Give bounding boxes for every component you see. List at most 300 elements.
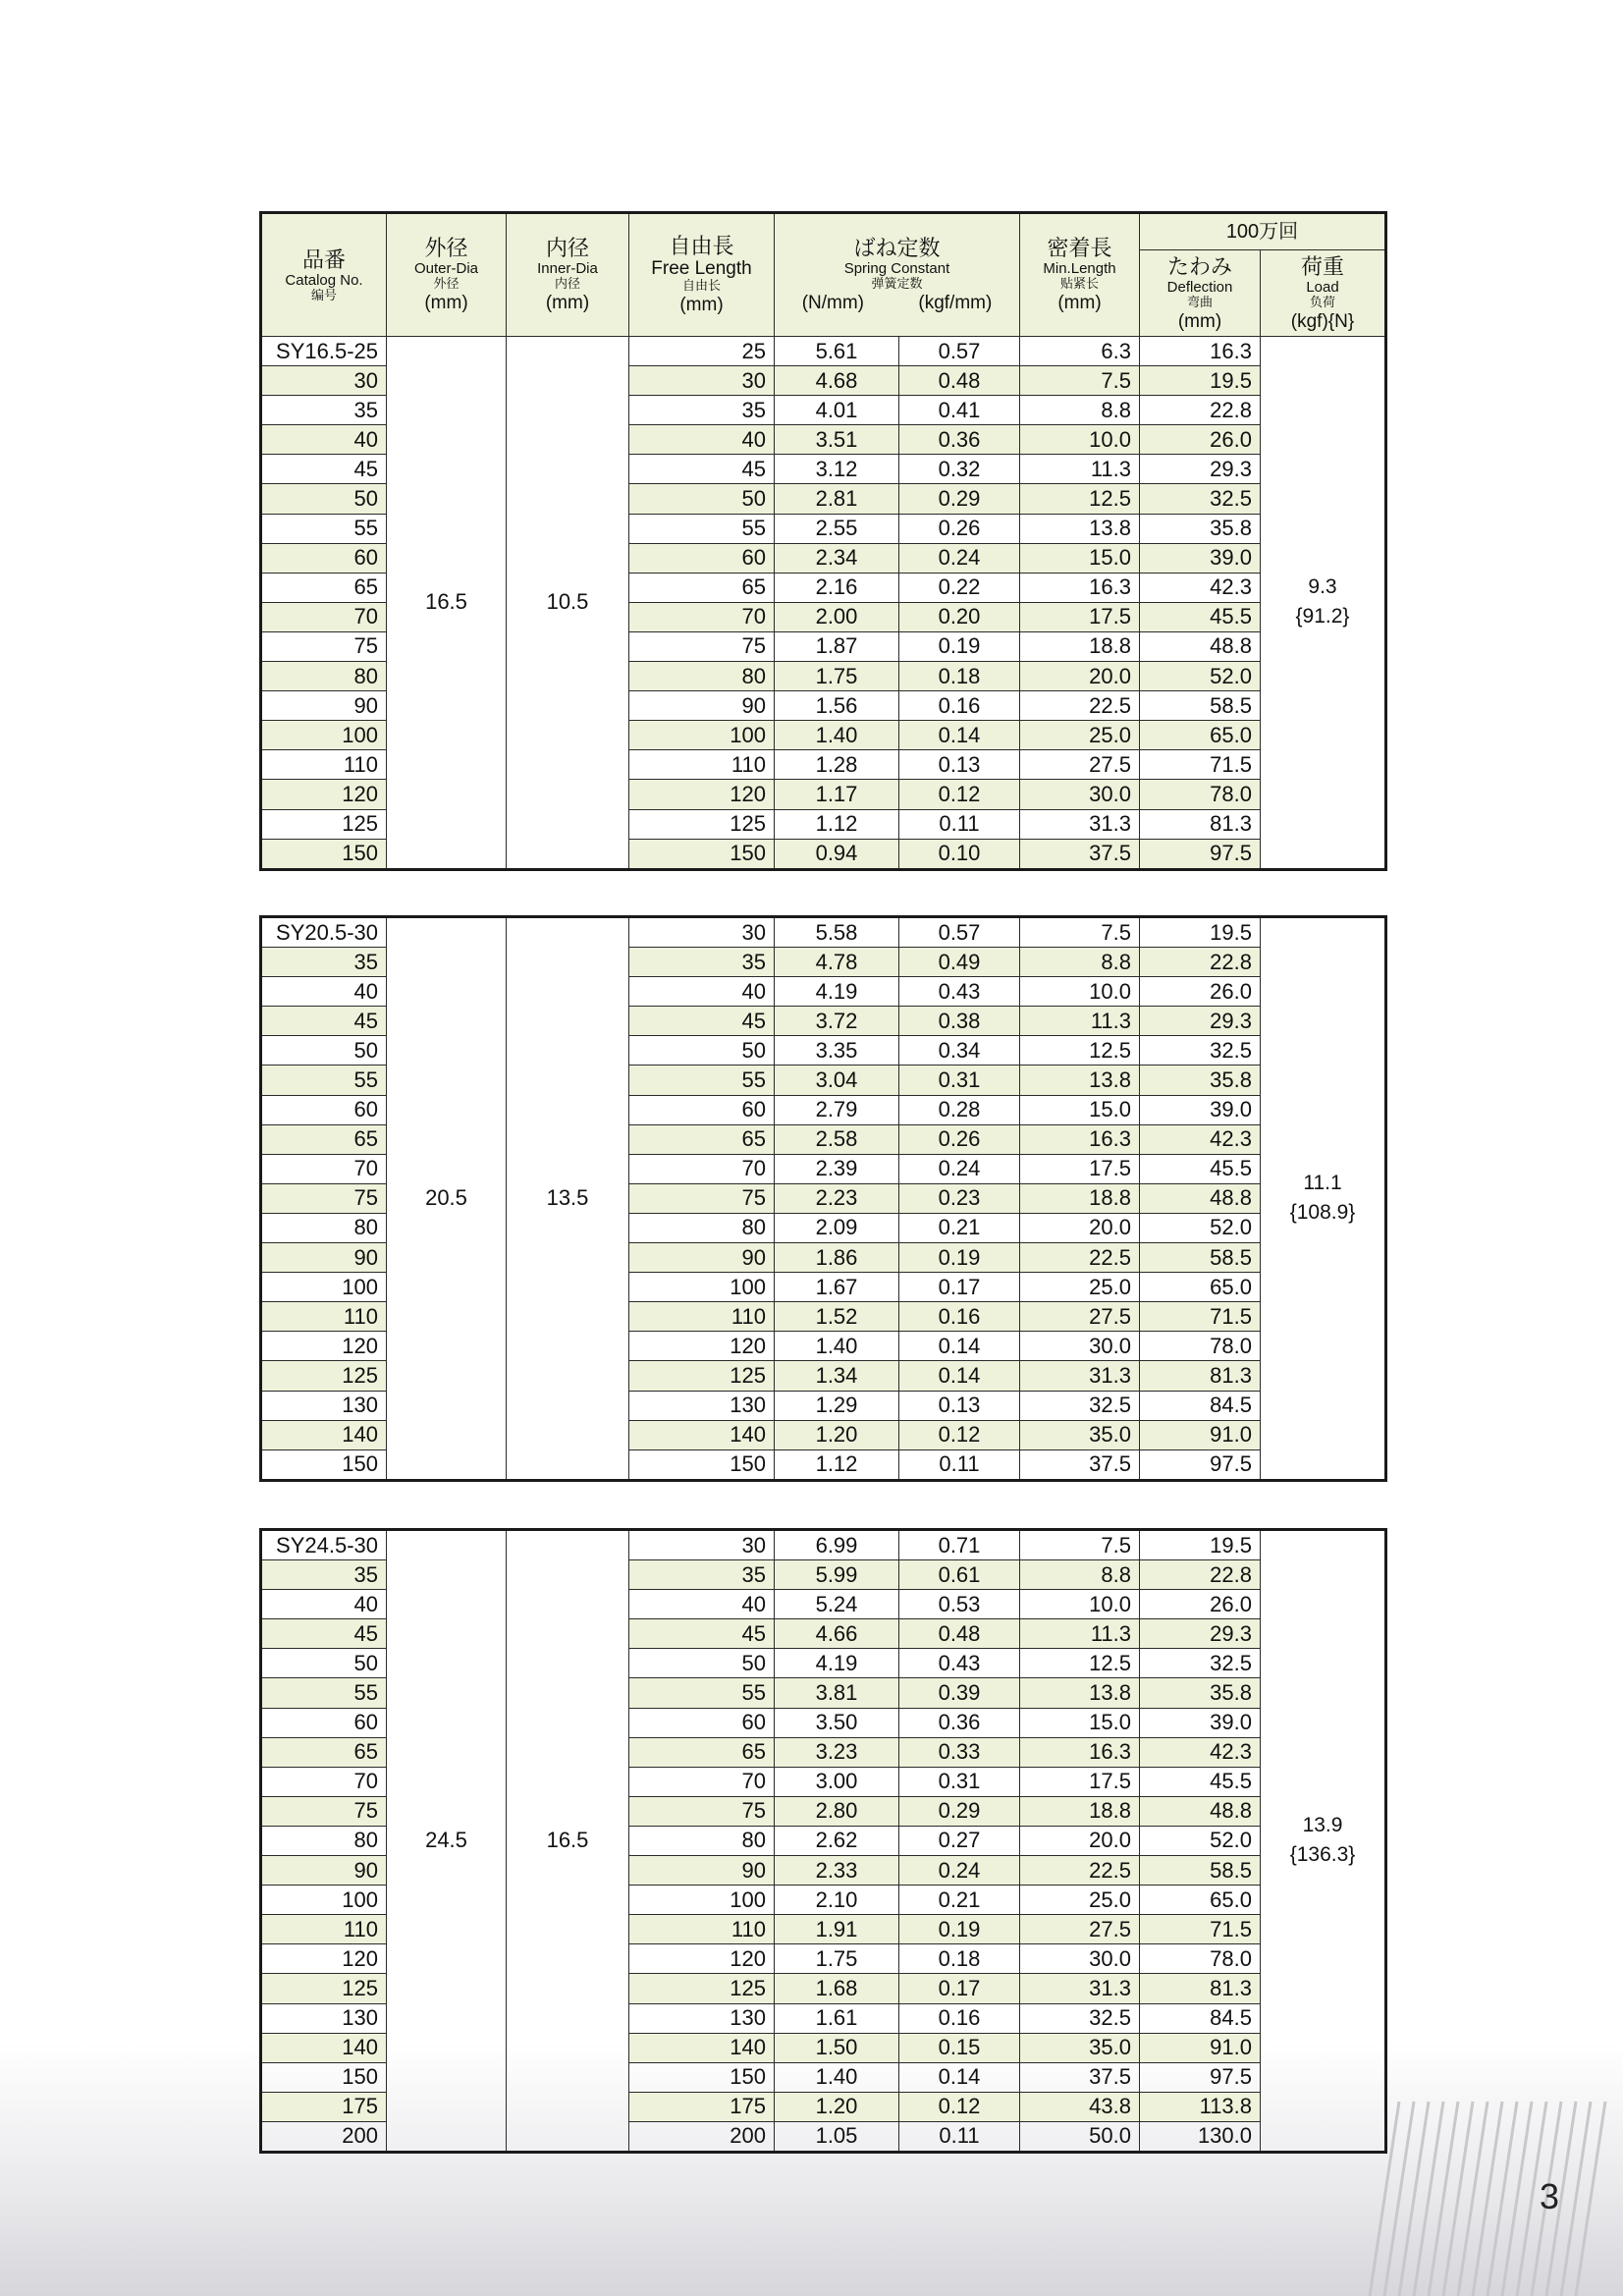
free-length-cell: 55 bbox=[629, 514, 775, 543]
header-free-length: 自由長 Free Length 自由长 (mm) bbox=[629, 213, 775, 337]
min-length-cell: 8.8 bbox=[1020, 948, 1140, 977]
catalog-no-cell: 35 bbox=[261, 396, 387, 425]
header-min-length: 密着長 Min.Length 贴紧长 (mm) bbox=[1020, 213, 1140, 337]
page-number: 3 bbox=[1540, 2176, 1560, 2216]
min-length-cell: 37.5 bbox=[1020, 2062, 1140, 2092]
spring-constant-n-cell: 3.04 bbox=[775, 1066, 899, 1095]
min-length-cell: 30.0 bbox=[1020, 1944, 1140, 1974]
spring-constant-n-cell: 4.19 bbox=[775, 977, 899, 1007]
free-length-cell: 35 bbox=[629, 1560, 775, 1590]
spring-constant-kgf-cell: 0.27 bbox=[899, 1826, 1020, 1855]
spring-constant-n-cell: 5.58 bbox=[775, 917, 899, 948]
spring-constant-kgf-cell: 0.16 bbox=[899, 1302, 1020, 1332]
deflection-cell: 35.8 bbox=[1140, 1066, 1261, 1095]
spring-constant-n-cell: 2.00 bbox=[775, 602, 899, 631]
catalog-no-cell: 110 bbox=[261, 1915, 387, 1944]
spring-constant-n-cell: 1.52 bbox=[775, 1302, 899, 1332]
spring-decoration bbox=[1360, 2082, 1623, 2296]
min-length-cell: 10.0 bbox=[1020, 425, 1140, 455]
spring-constant-n-cell: 3.00 bbox=[775, 1767, 899, 1796]
spring-constant-n-cell: 4.68 bbox=[775, 366, 899, 396]
spring-constant-kgf-cell: 0.31 bbox=[899, 1066, 1020, 1095]
catalog-no-cell: 110 bbox=[261, 750, 387, 780]
spring-constant-kgf-cell: 0.14 bbox=[899, 1361, 1020, 1391]
spring-constant-kgf-cell: 0.12 bbox=[899, 780, 1020, 809]
min-length-cell: 12.5 bbox=[1020, 1649, 1140, 1678]
free-length-cell: 130 bbox=[629, 1391, 775, 1420]
deflection-cell: 65.0 bbox=[1140, 1273, 1261, 1302]
deflection-cell: 81.3 bbox=[1140, 1974, 1261, 2003]
spring-constant-kgf-cell: 0.21 bbox=[899, 1213, 1020, 1242]
free-length-cell: 65 bbox=[629, 1737, 775, 1767]
inner-dia-cell: 16.5 bbox=[507, 1530, 629, 2153]
min-length-cell: 43.8 bbox=[1020, 2092, 1140, 2121]
min-length-cell: 27.5 bbox=[1020, 1302, 1140, 1332]
spring-constant-n-cell: 3.23 bbox=[775, 1737, 899, 1767]
catalog-no-cell: 35 bbox=[261, 1560, 387, 1590]
spring-constant-n-cell: 3.12 bbox=[775, 455, 899, 484]
free-length-cell: 70 bbox=[629, 602, 775, 631]
free-length-cell: 55 bbox=[629, 1066, 775, 1095]
deflection-cell: 42.3 bbox=[1140, 1737, 1261, 1767]
load-cell bbox=[1261, 337, 1386, 870]
spring-constant-n-cell: 1.05 bbox=[775, 2121, 899, 2152]
header-outer-dia: 外径 Outer-Dia 外径 (mm) bbox=[387, 213, 507, 337]
free-length-cell: 30 bbox=[629, 1530, 775, 1560]
catalog-no-cell: 100 bbox=[261, 1273, 387, 1302]
free-length-cell: 120 bbox=[629, 1332, 775, 1361]
min-length-cell: 10.0 bbox=[1020, 1590, 1140, 1619]
spring-constant-kgf-cell: 0.14 bbox=[899, 2062, 1020, 2092]
min-length-cell: 8.8 bbox=[1020, 1560, 1140, 1590]
spring-constant-n-cell: 4.19 bbox=[775, 1649, 899, 1678]
free-length-cell: 30 bbox=[629, 917, 775, 948]
deflection-cell: 45.5 bbox=[1140, 602, 1261, 631]
catalog-no-cell: 60 bbox=[261, 1095, 387, 1124]
free-length-cell: 150 bbox=[629, 839, 775, 869]
min-length-cell: 11.3 bbox=[1020, 455, 1140, 484]
catalog-no-cell: 125 bbox=[261, 809, 387, 839]
catalog-no-cell: 35 bbox=[261, 948, 387, 977]
catalog-no-cell: 80 bbox=[261, 1213, 387, 1242]
spring-constant-n-cell: 2.16 bbox=[775, 573, 899, 602]
deflection-cell: 32.5 bbox=[1140, 1036, 1261, 1066]
free-length-cell: 90 bbox=[629, 691, 775, 721]
spring-constant-kgf-cell: 0.11 bbox=[899, 809, 1020, 839]
spring-constant-kgf-cell: 0.24 bbox=[899, 1856, 1020, 1886]
deflection-cell: 130.0 bbox=[1140, 2121, 1261, 2152]
deflection-cell: 39.0 bbox=[1140, 1708, 1261, 1737]
min-length-cell: 37.5 bbox=[1020, 839, 1140, 869]
min-length-cell: 35.0 bbox=[1020, 2033, 1140, 2062]
min-length-cell: 16.3 bbox=[1020, 1124, 1140, 1154]
free-length-cell: 45 bbox=[629, 1619, 775, 1649]
free-length-cell: 125 bbox=[629, 1974, 775, 2003]
catalog-no-cell: 125 bbox=[261, 1974, 387, 2003]
spring-constant-kgf-cell: 0.16 bbox=[899, 691, 1020, 721]
inner-dia-cell: 13.5 bbox=[507, 917, 629, 1481]
free-length-cell: 25 bbox=[629, 337, 775, 366]
spring-constant-n-cell: 1.87 bbox=[775, 631, 899, 661]
catalog-no-cell: 75 bbox=[261, 1183, 387, 1213]
min-length-cell: 7.5 bbox=[1020, 917, 1140, 948]
spring-constant-n-cell: 4.78 bbox=[775, 948, 899, 977]
spring-constant-kgf-cell: 0.10 bbox=[899, 839, 1020, 869]
load-kgf-value: 11.1 bbox=[1303, 1171, 1342, 1194]
deflection-cell: 78.0 bbox=[1140, 1332, 1261, 1361]
min-length-cell: 27.5 bbox=[1020, 1915, 1140, 1944]
spring-constant-n-cell: 1.40 bbox=[775, 1332, 899, 1361]
min-length-cell: 17.5 bbox=[1020, 1767, 1140, 1796]
deflection-cell: 113.8 bbox=[1140, 2092, 1261, 2121]
min-length-cell: 17.5 bbox=[1020, 602, 1140, 631]
deflection-cell: 81.3 bbox=[1140, 1361, 1261, 1391]
spring-constant-kgf-cell: 0.17 bbox=[899, 1273, 1020, 1302]
spring-constant-kgf-cell: 0.57 bbox=[899, 917, 1020, 948]
spring-constant-n-cell: 1.40 bbox=[775, 721, 899, 750]
free-length-cell: 65 bbox=[629, 573, 775, 602]
spring-constant-kgf-cell: 0.53 bbox=[899, 1590, 1020, 1619]
spring-constant-n-cell: 1.34 bbox=[775, 1361, 899, 1391]
spring-constant-kgf-cell: 0.34 bbox=[899, 1036, 1020, 1066]
inner-dia-cell: 10.5 bbox=[507, 337, 629, 870]
free-length-cell: 55 bbox=[629, 1678, 775, 1708]
deflection-cell: 19.5 bbox=[1140, 1530, 1261, 1560]
free-length-cell: 110 bbox=[629, 1302, 775, 1332]
spring-constant-n-cell: 1.50 bbox=[775, 2033, 899, 2062]
spring-constant-kgf-cell: 0.14 bbox=[899, 721, 1020, 750]
free-length-cell: 150 bbox=[629, 1449, 775, 1480]
free-length-cell: 125 bbox=[629, 809, 775, 839]
spring-constant-kgf-cell: 0.13 bbox=[899, 1391, 1020, 1420]
catalog-no-cell: 60 bbox=[261, 1708, 387, 1737]
spring-constant-n-cell: 0.94 bbox=[775, 839, 899, 869]
free-length-cell: 110 bbox=[629, 1915, 775, 1944]
catalog-no-cell: 45 bbox=[261, 1619, 387, 1649]
min-length-cell: 50.0 bbox=[1020, 2121, 1140, 2152]
spring-constant-n-cell: 2.10 bbox=[775, 1886, 899, 1915]
free-length-cell: 90 bbox=[629, 1856, 775, 1886]
catalog-no-cell: 45 bbox=[261, 455, 387, 484]
spring-constant-kgf-cell: 0.17 bbox=[899, 1974, 1020, 2003]
spring-constant-n-cell: 6.99 bbox=[775, 1530, 899, 1560]
deflection-cell: 52.0 bbox=[1140, 1213, 1261, 1242]
free-length-cell: 110 bbox=[629, 750, 775, 780]
catalog-no-cell: 100 bbox=[261, 1886, 387, 1915]
deflection-cell: 78.0 bbox=[1140, 1944, 1261, 1974]
min-length-cell: 13.8 bbox=[1020, 1066, 1140, 1095]
spring-constant-n-cell: 2.81 bbox=[775, 484, 899, 514]
min-length-cell: 6.3 bbox=[1020, 337, 1140, 366]
free-length-cell: 40 bbox=[629, 977, 775, 1007]
load-n-value: {108.9} bbox=[1289, 1201, 1356, 1225]
catalog-no-cell: 150 bbox=[261, 1449, 387, 1480]
catalog-no-cell: 40 bbox=[261, 1590, 387, 1619]
deflection-cell: 65.0 bbox=[1140, 1886, 1261, 1915]
catalog-no-cell: 90 bbox=[261, 1243, 387, 1273]
spring-constant-kgf-cell: 0.41 bbox=[899, 396, 1020, 425]
spring-constant-kgf-cell: 0.57 bbox=[899, 337, 1020, 366]
spring-constant-kgf-cell: 0.48 bbox=[899, 1619, 1020, 1649]
outer-dia-cell: 24.5 bbox=[387, 1530, 507, 2153]
spring-constant-kgf-cell: 0.26 bbox=[899, 1124, 1020, 1154]
spring-constant-n-cell: 2.09 bbox=[775, 1213, 899, 1242]
free-length-cell: 40 bbox=[629, 425, 775, 455]
spring-constant-kgf-cell: 0.18 bbox=[899, 662, 1020, 691]
spring-constant-n-cell: 3.51 bbox=[775, 425, 899, 455]
deflection-cell: 78.0 bbox=[1140, 780, 1261, 809]
load-cell bbox=[1261, 1530, 1386, 2153]
deflection-cell: 29.3 bbox=[1140, 455, 1261, 484]
header-spring-constant: ばね定数 Spring Constant 弹簧定数 (N/mm) (kgf/mm) bbox=[775, 213, 1020, 337]
catalog-no-cell: 70 bbox=[261, 1767, 387, 1796]
deflection-cell: 91.0 bbox=[1140, 1420, 1261, 1449]
free-length-cell: 140 bbox=[629, 1420, 775, 1449]
min-length-cell: 15.0 bbox=[1020, 1708, 1140, 1737]
catalog-no-cell: 60 bbox=[261, 543, 387, 573]
deflection-cell: 84.5 bbox=[1140, 2003, 1261, 2033]
catalog-no-cell: 55 bbox=[261, 1678, 387, 1708]
catalog-no-cell: 40 bbox=[261, 977, 387, 1007]
min-length-cell: 18.8 bbox=[1020, 1796, 1140, 1826]
deflection-cell: 48.8 bbox=[1140, 631, 1261, 661]
spring-constant-kgf-cell: 0.48 bbox=[899, 366, 1020, 396]
min-length-cell: 10.0 bbox=[1020, 977, 1140, 1007]
catalog-no-cell: SY16.5-25 bbox=[261, 337, 387, 366]
spring-constant-kgf-cell: 0.38 bbox=[899, 1007, 1020, 1036]
deflection-cell: 58.5 bbox=[1140, 691, 1261, 721]
min-length-cell: 32.5 bbox=[1020, 2003, 1140, 2033]
spring-constant-n-cell: 2.79 bbox=[775, 1095, 899, 1124]
deflection-cell: 52.0 bbox=[1140, 662, 1261, 691]
free-length-cell: 45 bbox=[629, 1007, 775, 1036]
deflection-cell: 16.3 bbox=[1140, 337, 1261, 366]
header-million-cycles: 100万回 bbox=[1140, 213, 1386, 250]
spring-constant-kgf-cell: 0.36 bbox=[899, 425, 1020, 455]
load-n-value: {91.2} bbox=[1295, 605, 1350, 629]
min-length-cell: 11.3 bbox=[1020, 1619, 1140, 1649]
catalog-no-cell: 30 bbox=[261, 366, 387, 396]
min-length-cell: 12.5 bbox=[1020, 484, 1140, 514]
deflection-cell: 42.3 bbox=[1140, 573, 1261, 602]
free-length-cell: 35 bbox=[629, 948, 775, 977]
deflection-cell: 26.0 bbox=[1140, 1590, 1261, 1619]
spring-constant-n-cell: 2.62 bbox=[775, 1826, 899, 1855]
free-length-cell: 80 bbox=[629, 1826, 775, 1855]
min-length-cell: 7.5 bbox=[1020, 1530, 1140, 1560]
deflection-cell: 97.5 bbox=[1140, 839, 1261, 869]
free-length-cell: 30 bbox=[629, 366, 775, 396]
spring-constant-kgf-cell: 0.12 bbox=[899, 1420, 1020, 1449]
deflection-cell: 35.8 bbox=[1140, 514, 1261, 543]
spring-constant-kgf-cell: 0.18 bbox=[899, 1944, 1020, 1974]
spring-constant-kgf-cell: 0.26 bbox=[899, 514, 1020, 543]
spring-constant-kgf-cell: 0.19 bbox=[899, 631, 1020, 661]
free-length-cell: 100 bbox=[629, 721, 775, 750]
deflection-cell: 52.0 bbox=[1140, 1826, 1261, 1855]
min-length-cell: 31.3 bbox=[1020, 1974, 1140, 2003]
spring-constant-kgf-cell: 0.19 bbox=[899, 1915, 1020, 1944]
min-length-cell: 8.8 bbox=[1020, 396, 1140, 425]
min-length-cell: 31.3 bbox=[1020, 809, 1140, 839]
deflection-cell: 65.0 bbox=[1140, 721, 1261, 750]
deflection-cell: 29.3 bbox=[1140, 1007, 1261, 1036]
free-length-cell: 75 bbox=[629, 631, 775, 661]
spring-constant-n-cell: 4.66 bbox=[775, 1619, 899, 1649]
catalog-no-cell: 80 bbox=[261, 1826, 387, 1855]
free-length-cell: 175 bbox=[629, 2092, 775, 2121]
spring-spec-table-2 bbox=[259, 915, 1387, 1482]
spring-constant-kgf-cell: 0.15 bbox=[899, 2033, 1020, 2062]
deflection-cell: 22.8 bbox=[1140, 396, 1261, 425]
free-length-cell: 100 bbox=[629, 1273, 775, 1302]
spring-constant-n-cell: 1.40 bbox=[775, 2062, 899, 2092]
catalog-no-cell: 50 bbox=[261, 1649, 387, 1678]
outer-dia-cell: 16.5 bbox=[387, 337, 507, 870]
min-length-cell: 32.5 bbox=[1020, 1391, 1140, 1420]
catalog-no-cell: 110 bbox=[261, 1302, 387, 1332]
deflection-cell: 97.5 bbox=[1140, 2062, 1261, 2092]
spring-constant-kgf-cell: 0.28 bbox=[899, 1095, 1020, 1124]
load-kgf-value: 9.3 bbox=[1308, 574, 1337, 598]
min-length-cell: 16.3 bbox=[1020, 1737, 1140, 1767]
catalog-no-cell: 140 bbox=[261, 1420, 387, 1449]
spring-constant-kgf-cell: 0.16 bbox=[899, 2003, 1020, 2033]
catalog-no-cell: 120 bbox=[261, 780, 387, 809]
deflection-cell: 22.8 bbox=[1140, 948, 1261, 977]
spring-constant-kgf-cell: 0.24 bbox=[899, 1154, 1020, 1183]
spring-constant-n-cell: 3.72 bbox=[775, 1007, 899, 1036]
deflection-cell: 45.5 bbox=[1140, 1767, 1261, 1796]
deflection-cell: 48.8 bbox=[1140, 1796, 1261, 1826]
spring-constant-n-cell: 1.91 bbox=[775, 1915, 899, 1944]
free-length-cell: 90 bbox=[629, 1243, 775, 1273]
spring-constant-n-cell: 1.75 bbox=[775, 662, 899, 691]
spring-constant-n-cell: 5.99 bbox=[775, 1560, 899, 1590]
spring-constant-kgf-cell: 0.23 bbox=[899, 1183, 1020, 1213]
catalog-no-cell: 75 bbox=[261, 631, 387, 661]
spring-constant-n-cell: 1.20 bbox=[775, 2092, 899, 2121]
min-length-cell: 17.5 bbox=[1020, 1154, 1140, 1183]
spring-constant-kgf-cell: 0.43 bbox=[899, 1649, 1020, 1678]
outer-dia-cell: 20.5 bbox=[387, 917, 507, 1481]
deflection-cell: 42.3 bbox=[1140, 1124, 1261, 1154]
free-length-cell: 40 bbox=[629, 1590, 775, 1619]
spring-constant-n-cell: 5.61 bbox=[775, 337, 899, 366]
spring-constant-kgf-cell: 0.13 bbox=[899, 750, 1020, 780]
deflection-cell: 97.5 bbox=[1140, 1449, 1261, 1480]
spring-constant-n-cell: 1.56 bbox=[775, 691, 899, 721]
free-length-cell: 70 bbox=[629, 1154, 775, 1183]
catalog-no-cell: 90 bbox=[261, 691, 387, 721]
min-length-cell: 31.3 bbox=[1020, 1361, 1140, 1391]
catalog-no-cell: 70 bbox=[261, 602, 387, 631]
min-length-cell: 37.5 bbox=[1020, 1449, 1140, 1480]
min-length-cell: 15.0 bbox=[1020, 543, 1140, 573]
catalog-no-cell: 150 bbox=[261, 839, 387, 869]
header-load: 荷重 Load 负荷 (kgf){N} bbox=[1261, 250, 1386, 337]
spring-constant-kgf-cell: 0.31 bbox=[899, 1767, 1020, 1796]
deflection-cell: 58.5 bbox=[1140, 1243, 1261, 1273]
spring-constant-n-cell: 1.68 bbox=[775, 1974, 899, 2003]
table-row bbox=[261, 917, 1386, 948]
free-length-cell: 75 bbox=[629, 1183, 775, 1213]
catalog-no-cell: 140 bbox=[261, 2033, 387, 2062]
catalog-no-cell: 70 bbox=[261, 1154, 387, 1183]
free-length-cell: 50 bbox=[629, 1649, 775, 1678]
spring-constant-n-cell: 5.24 bbox=[775, 1590, 899, 1619]
spring-constant-n-cell: 2.58 bbox=[775, 1124, 899, 1154]
min-length-cell: 22.5 bbox=[1020, 691, 1140, 721]
min-length-cell: 13.8 bbox=[1020, 514, 1140, 543]
free-length-cell: 125 bbox=[629, 1361, 775, 1391]
min-length-cell: 25.0 bbox=[1020, 1273, 1140, 1302]
table-row bbox=[261, 1530, 1386, 1560]
spring-constant-kgf-cell: 0.71 bbox=[899, 1530, 1020, 1560]
min-length-cell: 18.8 bbox=[1020, 1183, 1140, 1213]
free-length-cell: 200 bbox=[629, 2121, 775, 2152]
min-length-cell: 16.3 bbox=[1020, 573, 1140, 602]
deflection-cell: 84.5 bbox=[1140, 1391, 1261, 1420]
deflection-cell: 81.3 bbox=[1140, 809, 1261, 839]
catalog-no-cell: 120 bbox=[261, 1944, 387, 1974]
free-length-cell: 120 bbox=[629, 1944, 775, 1974]
free-length-cell: 150 bbox=[629, 2062, 775, 2092]
free-length-cell: 60 bbox=[629, 1095, 775, 1124]
spring-constant-n-cell: 1.61 bbox=[775, 2003, 899, 2033]
min-length-cell: 22.5 bbox=[1020, 1856, 1140, 1886]
deflection-cell: 32.5 bbox=[1140, 1649, 1261, 1678]
catalog-no-cell: 55 bbox=[261, 514, 387, 543]
spring-constant-kgf-cell: 0.61 bbox=[899, 1560, 1020, 1590]
free-length-cell: 70 bbox=[629, 1767, 775, 1796]
min-length-cell: 18.8 bbox=[1020, 631, 1140, 661]
deflection-cell: 19.5 bbox=[1140, 917, 1261, 948]
free-length-cell: 100 bbox=[629, 1886, 775, 1915]
deflection-cell: 71.5 bbox=[1140, 1915, 1261, 1944]
spring-constant-kgf-cell: 0.21 bbox=[899, 1886, 1020, 1915]
free-length-cell: 80 bbox=[629, 662, 775, 691]
min-length-cell: 25.0 bbox=[1020, 721, 1140, 750]
min-length-cell: 35.0 bbox=[1020, 1420, 1140, 1449]
free-length-cell: 50 bbox=[629, 484, 775, 514]
min-length-cell: 27.5 bbox=[1020, 750, 1140, 780]
spring-constant-n-cell: 3.81 bbox=[775, 1678, 899, 1708]
free-length-cell: 130 bbox=[629, 2003, 775, 2033]
spring-constant-kgf-cell: 0.19 bbox=[899, 1243, 1020, 1273]
spring-constant-n-cell: 2.39 bbox=[775, 1154, 899, 1183]
spring-constant-unit-kgf: (kgf/mm) bbox=[918, 293, 993, 313]
deflection-cell: 19.5 bbox=[1140, 366, 1261, 396]
catalog-no-cell: 45 bbox=[261, 1007, 387, 1036]
min-length-cell: 7.5 bbox=[1020, 366, 1140, 396]
free-length-cell: 35 bbox=[629, 396, 775, 425]
header-inner-dia: 内径 Inner-Dia 内径 (mm) bbox=[507, 213, 629, 337]
min-length-cell: 30.0 bbox=[1020, 780, 1140, 809]
spring-spec-table-1 bbox=[259, 211, 1387, 871]
deflection-cell: 39.0 bbox=[1140, 1095, 1261, 1124]
spring-constant-n-cell: 1.28 bbox=[775, 750, 899, 780]
catalog-no-cell: SY20.5-30 bbox=[261, 917, 387, 948]
spring-constant-n-cell: 2.55 bbox=[775, 514, 899, 543]
catalog-no-cell: 90 bbox=[261, 1856, 387, 1886]
deflection-cell: 26.0 bbox=[1140, 977, 1261, 1007]
spring-constant-n-cell: 1.29 bbox=[775, 1391, 899, 1420]
catalog-no-cell: 100 bbox=[261, 721, 387, 750]
load-n-value: {136.3} bbox=[1289, 1843, 1356, 1867]
deflection-cell: 22.8 bbox=[1140, 1560, 1261, 1590]
spring-constant-n-cell: 1.12 bbox=[775, 1449, 899, 1480]
